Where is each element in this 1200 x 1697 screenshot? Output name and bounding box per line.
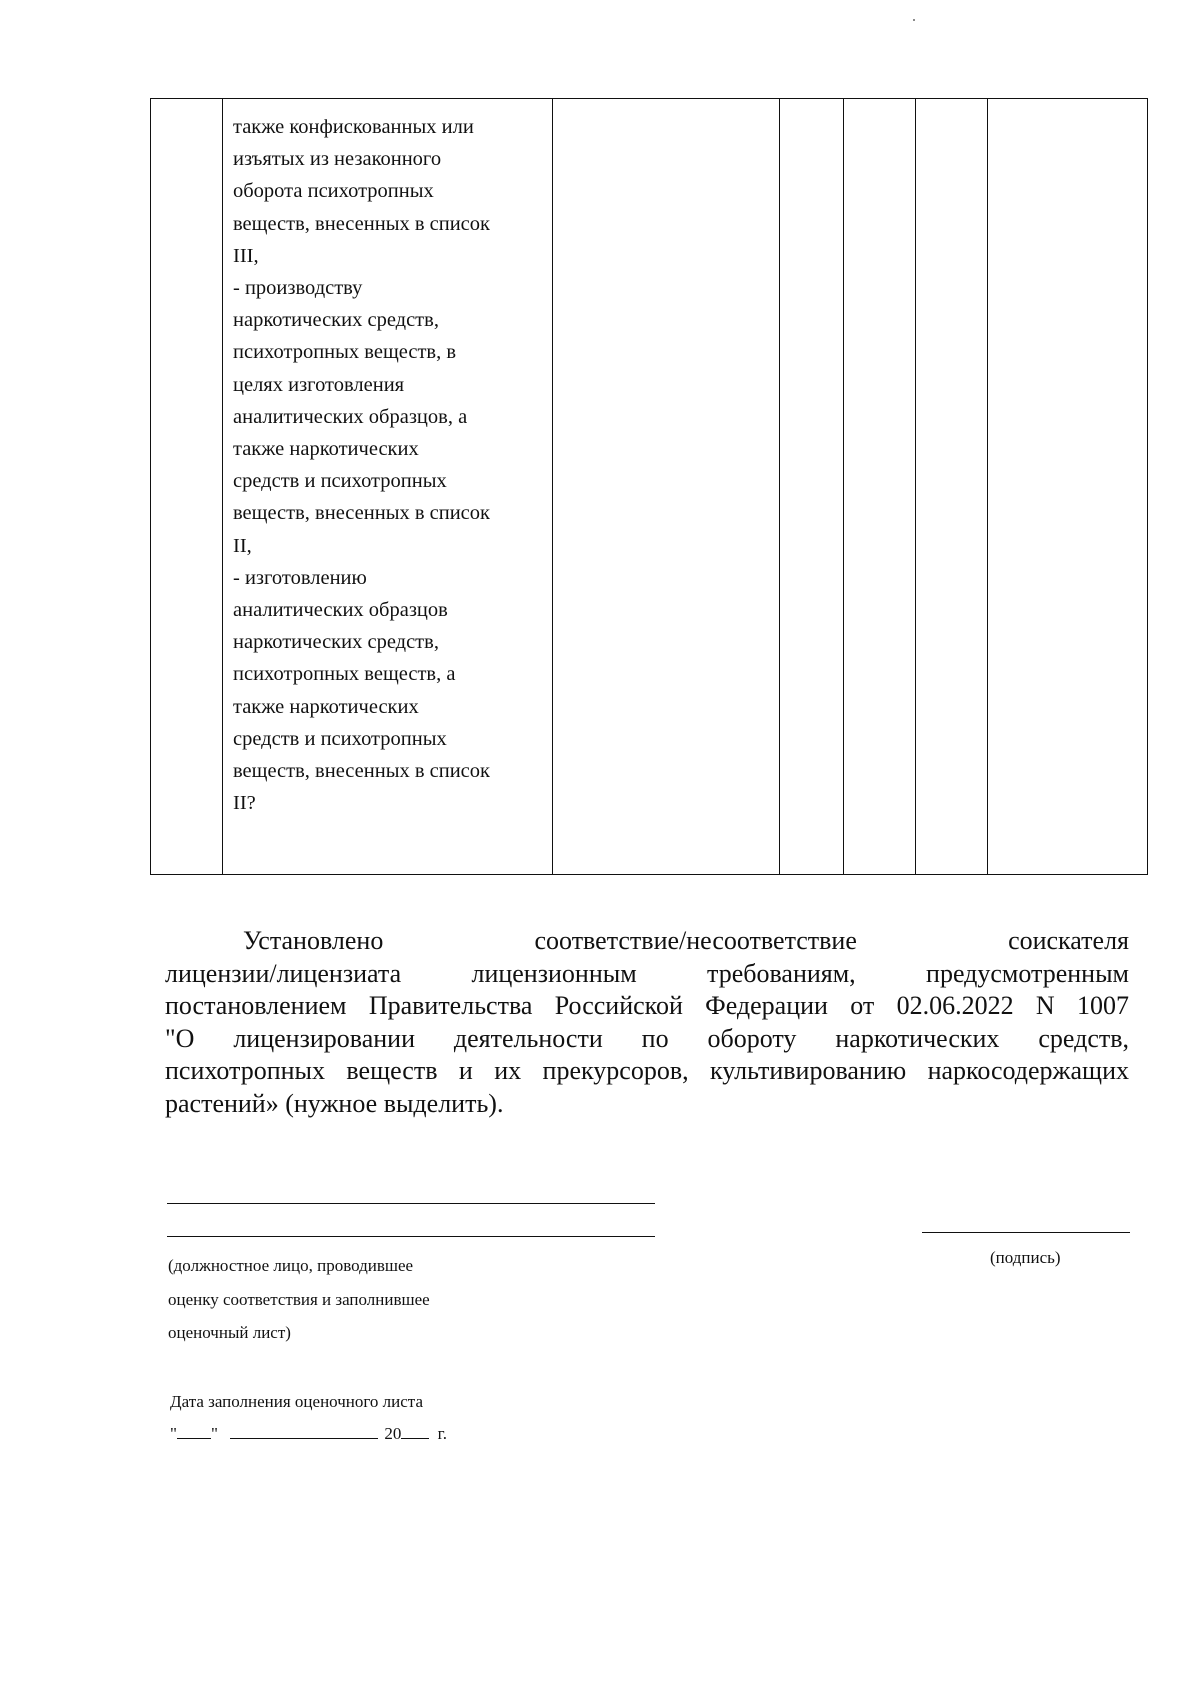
question-line: аналитических образцов, а bbox=[233, 405, 468, 428]
date-close-quote: " bbox=[210, 1424, 218, 1443]
conclusion-line: психотропных веществ и их прекурсоров, культивированию наркосодержащих bbox=[165, 1056, 1129, 1085]
table-cell-no bbox=[844, 99, 916, 875]
question-line: аналитических образцов bbox=[233, 599, 448, 622]
date-open-quote: " bbox=[170, 1424, 177, 1443]
conclusion-line: Установлено соответствие/несоответствие соискателя bbox=[243, 926, 1129, 955]
assessment-table-continuation bbox=[150, 98, 1148, 875]
question-line: изъятых из незаконного bbox=[233, 148, 442, 171]
question-line: также конфискованных или bbox=[233, 116, 474, 138]
question-line: - производству bbox=[233, 277, 363, 300]
question-line: веществ, внесенных в список bbox=[233, 760, 490, 783]
question-line: целях изготовления bbox=[233, 373, 405, 396]
question-line: II? bbox=[233, 792, 256, 815]
scan-speck bbox=[913, 19, 915, 21]
table-cell-notes bbox=[988, 99, 1148, 875]
question-line: психотропных веществ, а bbox=[233, 663, 456, 686]
date-label: Дата заполнения оценочного листа bbox=[170, 1392, 423, 1411]
question-line: также наркотических bbox=[233, 695, 419, 718]
official-line-2[interactable] bbox=[167, 1236, 655, 1237]
table-cell-legal-reference bbox=[553, 99, 780, 875]
date-year-suffix: г. bbox=[437, 1424, 447, 1443]
signature-caption: (подпись) bbox=[990, 1248, 1061, 1267]
question-line: наркотических средств, bbox=[233, 631, 439, 654]
table-cell-number bbox=[151, 99, 223, 875]
question-line: наркотических средств, bbox=[233, 309, 439, 332]
question-line: также наркотических bbox=[233, 438, 419, 461]
date-day-blank[interactable] bbox=[177, 1424, 211, 1439]
question-line: средств и психотропных bbox=[233, 727, 447, 750]
question-line: психотропных веществ, в bbox=[233, 341, 457, 364]
table-cell-yes bbox=[780, 99, 844, 875]
question-line: - изготовлению bbox=[233, 566, 367, 589]
conclusion-line: "О лицензировании деятельности по обороту наркотических средств, bbox=[165, 1023, 1129, 1053]
official-line-1[interactable] bbox=[167, 1203, 655, 1204]
signature-line[interactable] bbox=[922, 1232, 1130, 1233]
conclusion-paragraph bbox=[165, 925, 1129, 1120]
official-caption-line: оценочный лист) bbox=[168, 1323, 291, 1342]
question-line: оборота психотропных bbox=[233, 180, 434, 203]
table-row bbox=[151, 99, 1148, 875]
question-line: II, bbox=[233, 534, 252, 557]
question-line: III, bbox=[233, 244, 259, 267]
date-year-blank[interactable] bbox=[401, 1424, 429, 1439]
date-year-prefix: 20 bbox=[384, 1424, 402, 1443]
date-fill-line bbox=[170, 1424, 447, 1444]
question-line: средств и психотропных bbox=[233, 470, 447, 493]
question-line: веществ, внесенных в список bbox=[233, 212, 490, 235]
conclusion-line: постановлением Правительства Российской Федерации от 02.06.2022 N 1007 bbox=[165, 991, 1129, 1020]
date-month-blank[interactable] bbox=[230, 1424, 378, 1439]
table-cell-not-applicable bbox=[916, 99, 988, 875]
conclusion-line: лицензии/лицензиата лицензионным требованиям, предусмотренным bbox=[165, 958, 1129, 988]
conclusion-line: растений» (нужное выделить). bbox=[165, 1088, 504, 1118]
official-caption-line: оценку соответствия и заполнившее bbox=[168, 1290, 430, 1309]
question-line: веществ, внесенных в список bbox=[233, 502, 490, 525]
official-caption-line: (должностное лицо, проводившее bbox=[168, 1256, 414, 1275]
table-cell-question bbox=[223, 99, 553, 875]
